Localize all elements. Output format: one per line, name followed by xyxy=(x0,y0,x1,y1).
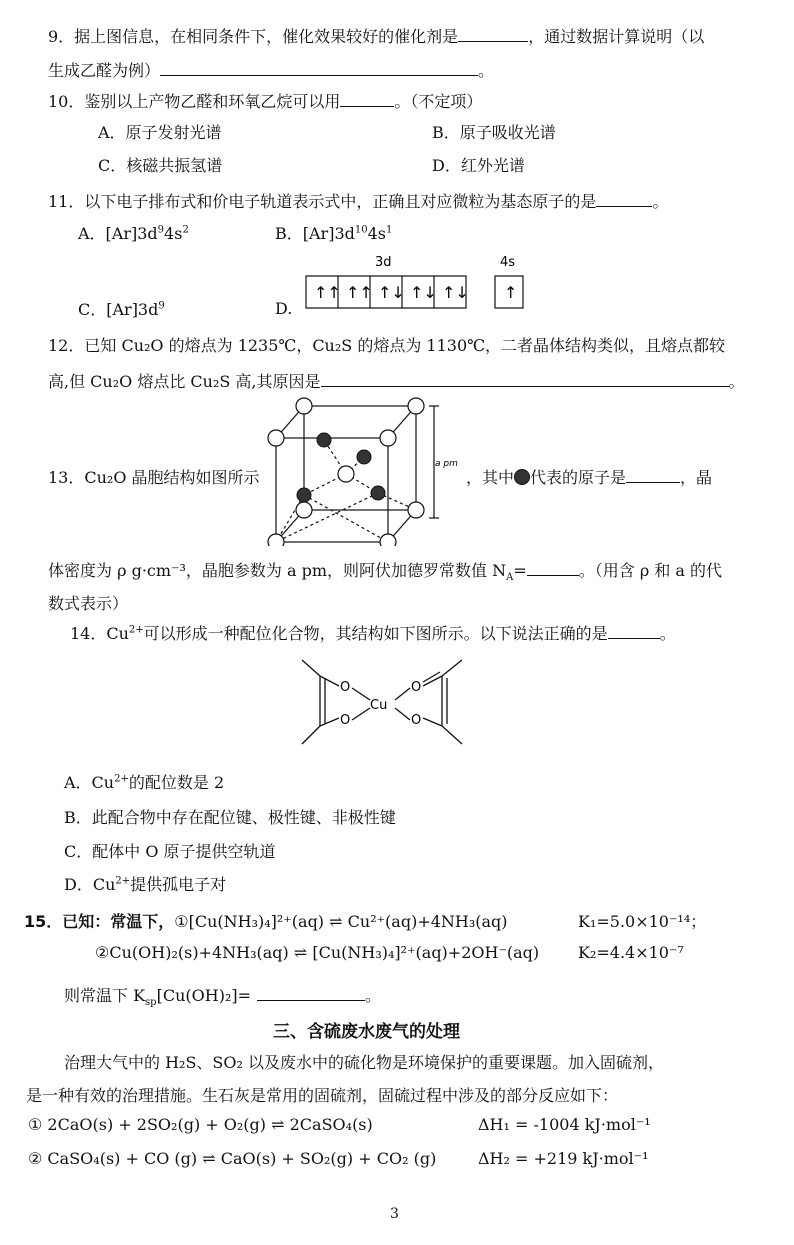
section-para-line1: 治理大气中的 H₂S、SO₂ 以及废水中的硫化物是环境保护的重要课题。加入固硫剂， xyxy=(64,1053,664,1072)
q10-option-d: D．红外光谱 xyxy=(432,156,525,175)
q10-option-c: C．核磁共振氢谱 xyxy=(98,156,223,175)
q10-option-a: A．原子发射光谱 xyxy=(98,123,222,142)
q10-stem: 10．鉴别以上产物乙醛和环氧乙烷可以用 。（不定项） xyxy=(48,92,483,111)
q14-blank[interactable] xyxy=(608,624,660,639)
crystal-cell-figure xyxy=(258,396,468,546)
equilibrium-arrow-icon: ⇌ xyxy=(271,1115,285,1134)
page-number: 3 xyxy=(390,1206,399,1222)
reaction-2: ② CaSO₄(s) + CO (g) ⇌ CaO(s) + SO₂(g) + CO₂ (g) xyxy=(28,1149,437,1168)
q11-option-d-label: D. xyxy=(275,299,293,318)
cu-atom: Cu xyxy=(370,698,388,713)
section-title: 三、含硫废水废气的处理 xyxy=(273,1022,460,1042)
dark-atom-icon xyxy=(514,469,530,485)
q15-eq2: ②Cu(OH)₂(s)+4NH₃(aq) ⇌ [Cu(NH₃)₄]²⁺(aq)+2OH⁻(aq) xyxy=(95,943,540,962)
q9-line2: 生成乙醛为例） 。 xyxy=(48,61,495,80)
q14-option-a: A．$Cu^{2+}$的配位数是 2 xyxy=(64,773,225,792)
svg-text:↑↓: ↑↓ xyxy=(410,283,437,302)
q11-option-a: A．$[Ar]3d^94s^2$ xyxy=(78,224,189,243)
copper-complex-structure xyxy=(290,648,480,760)
q13-line3: 数式表示） xyxy=(48,594,129,613)
q13-stem: 13．Cu₂O 晶胞结构如图所示 xyxy=(48,468,260,487)
q13-question: ，其中 代表的原子是 ，晶 xyxy=(466,468,713,487)
q12-line2: 高,但 Cu₂O 熔点比 Cu₂S 高,其原因是 。 xyxy=(48,372,745,391)
reaction-2-enthalpy: ΔH₂ = +219 kJ·mol⁻¹ xyxy=(478,1149,649,1168)
q13-blank-atom[interactable] xyxy=(626,468,680,483)
q14-stem: 14．$Cu^{2+}$可以形成一种配位化合物，其结构如下图所示。以下说法正确的是 。 xyxy=(70,624,676,643)
q15-k1: K₁=5.0×10⁻¹⁴； xyxy=(578,912,707,931)
svg-text:↑↑: ↑↑ xyxy=(314,283,341,302)
equilibrium-arrow-icon: ⇌ xyxy=(202,1149,216,1168)
fig-a-pm: a pm xyxy=(435,459,458,469)
q12-line1: 12．已知 Cu₂O 的熔点为 1235℃，Cu₂S 的熔点为 1130℃，二者晶体结构类似，且熔点都较 xyxy=(48,336,726,355)
svg-text:↑↓: ↑↓ xyxy=(442,283,469,302)
q14-option-b: B．此配合物中存在配位键、极性键、非极性键 xyxy=(64,808,396,827)
equilibrium-arrow-icon: ⇌ xyxy=(293,943,308,962)
reaction-1-enthalpy: ΔH₁ = -1004 kJ·mol⁻¹ xyxy=(478,1115,651,1134)
q14-option-d: D．$Cu^{2+}$提供孤电子对 xyxy=(64,875,227,894)
q11-blank[interactable] xyxy=(596,192,652,207)
q9-blank-calc[interactable] xyxy=(160,61,478,76)
q10-option-b: B．原子吸收光谱 xyxy=(432,123,556,142)
q11-stem: 11．以下电子排布式和价电子轨道表示式中，正确且对应微粒为基态原子的是 。 xyxy=(48,192,669,211)
electron-arrows xyxy=(314,283,517,302)
q14-option-c: C．配体中 O 原子提供空轨道 xyxy=(64,842,276,861)
q11-option-c: C．$[Ar]3d^9$ xyxy=(78,300,165,319)
svg-text:↑↑: ↑↑ xyxy=(346,283,373,302)
reaction-1: ① 2CaO(s) + 2SO₂(g) + O₂(g) ⇌ 2CaSO₄(s) xyxy=(28,1115,373,1134)
q13-blank-na[interactable] xyxy=(527,561,579,576)
o-atom-2: O xyxy=(340,713,351,728)
q9-blank-catalyst[interactable] xyxy=(458,27,528,42)
svg-text:↑↓: ↑↓ xyxy=(378,283,405,302)
q13-line2: 体密度为 ρ g·cm⁻³，晶胞参数为 a pm，则阿伏加德罗常数值 $N_A=$ 。（用含 ρ 和 a 的代 xyxy=(48,561,723,584)
o-atom-4: O xyxy=(411,713,422,728)
orbital-diagram xyxy=(290,252,540,314)
q12-blank[interactable] xyxy=(321,372,729,387)
q9-line1: 9．据上图信息，在相同条件下，催化效果较好的催化剂是 ，通过数据计算说明（以 xyxy=(48,27,705,46)
q10-blank[interactable] xyxy=(340,92,394,107)
q15-eq1: 15．已知：常温下，①[Cu(NH₃)₄]²⁺(aq) ⇌ Cu²⁺(aq)+4NH₃(aq) xyxy=(24,912,508,931)
equilibrium-arrow-icon: ⇌ xyxy=(329,912,343,931)
label-3d: 3d xyxy=(375,255,392,270)
q15-k2: K₂=4.4×10⁻⁷ xyxy=(578,943,684,962)
o-atom-3: O xyxy=(411,680,422,695)
q15-blank[interactable] xyxy=(257,986,365,1001)
section-para-line2: 是一种有效的治理措施。生石灰是常用的固硫剂，固硫过程中涉及的部分反应如下： xyxy=(26,1086,619,1105)
o-atom-1: O xyxy=(340,680,351,695)
label-4s: 4s xyxy=(500,255,516,270)
q11-option-b: B．$[Ar]3d^{10}4s^1$ xyxy=(275,224,393,243)
svg-text:↑: ↑ xyxy=(504,283,518,302)
q15-ksp: 则常温下 $K_{sp}[Cu(OH)_2]=$ 。 xyxy=(64,986,382,1009)
